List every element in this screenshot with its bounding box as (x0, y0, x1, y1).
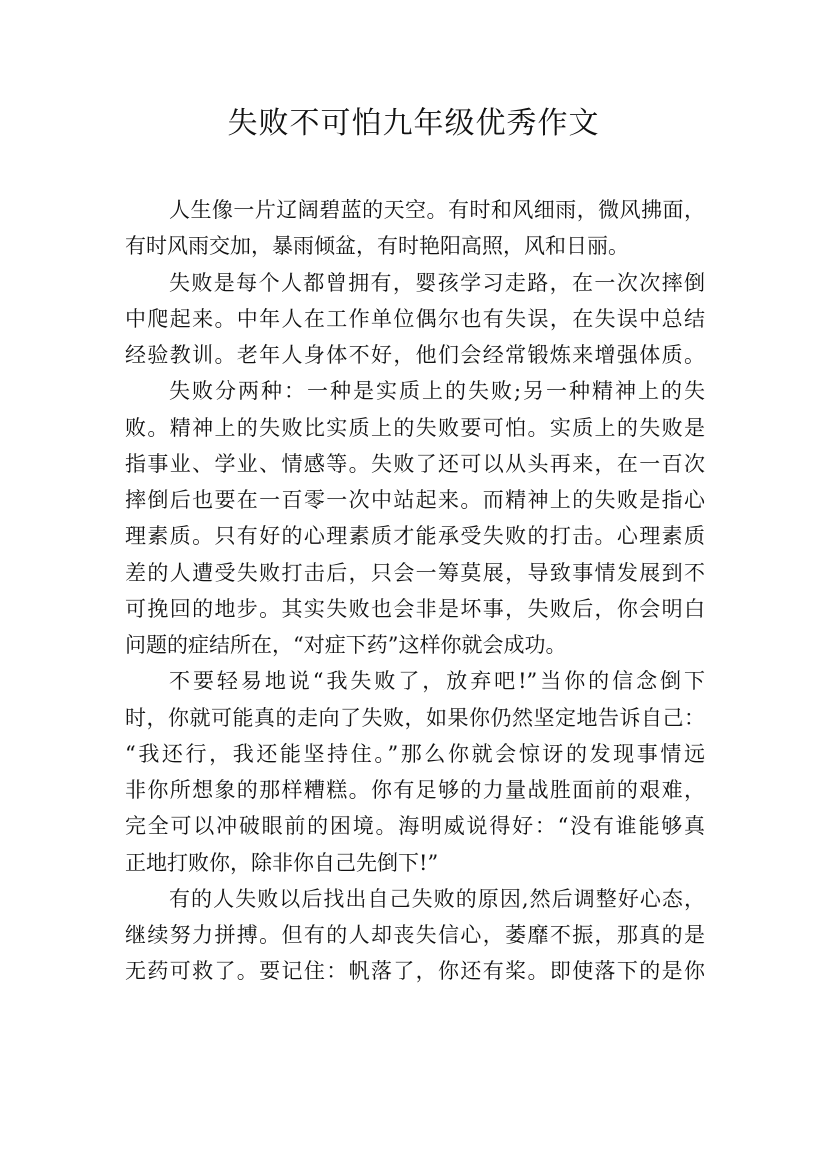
page-title: 失败不可怕九年级优秀作文 (227, 106, 600, 141)
text-line: 问题的症结所在，“对症下药”这样你就会成功。 (125, 633, 567, 657)
text-line: 完全可以冲破眼前的困境。海明威说得好：“没有谁能够真 (125, 814, 705, 839)
essay-body (125, 192, 705, 990)
text-line: 中爬起来。中年人在工作单位偶尔也有失误，在失误中总结 (125, 306, 705, 331)
text-line: 经验教训。老年人身体不好，他们会经常锻炼来增强体质。 (125, 343, 705, 367)
text-line: 理素质。只有好的心理素质才能承受失败的打击。心理素质 (125, 524, 705, 549)
text-line: 摔倒后也要在一百零一次中站起来。而精神上的失败是指心 (125, 488, 705, 512)
text-line: 无药可救了。要记住：帆落了，你还有桨。即使落下的是你 (125, 959, 705, 984)
text-line: 失败是每个人都曾拥有，婴孩学习走路，在一次次摔倒 (169, 270, 705, 295)
text-line: 可挽回的地步。其实失败也会非是坏事，失败后，你会明白 (125, 596, 705, 621)
text-line: 差的人遭受失败打击后，只会一筹莫展，导致事情发展到不 (125, 560, 705, 585)
text-line: 非你所想象的那样糟糕。你有足够的力量战胜面前的艰难， (125, 778, 705, 802)
text-line: 时，你就可能真的走向了失败，如果你仍然坚定地告诉自己： (125, 705, 705, 730)
text-line: 有时风雨交加，暴雨倾盆，有时艳阳高照，风和日丽。 (125, 234, 629, 259)
text-line: 失败分两种：一种是实质上的失败;另一种精神上的失 (169, 379, 705, 404)
text-line: 不要轻易地说“我失败了，放弃吧!”当你的信念倒下 (169, 669, 705, 694)
text-line: 人生像一片辽阔碧蓝的天空。有时和风细雨，微风拂面， (169, 198, 705, 222)
text-line: 继续努力拼搏。但有的人却丧失信心，萎靡不振，那真的是 (125, 923, 705, 947)
text-line: “我还行，我还能坚持住。”那么你就会惊讶的发现事情远 (125, 741, 705, 766)
text-line: 指事业、学业、情感等。失败了还可以从头再来，在一百次 (125, 451, 705, 476)
text-line: 败。精神上的失败比实质上的失败要可怕。实质上的失败是 (125, 415, 705, 440)
text-line: 正地打败你，除非你自己先倒下!” (125, 850, 439, 875)
text-line: 有的人失败以后找出自己失败的原因,然后调整好心态， (169, 886, 705, 911)
